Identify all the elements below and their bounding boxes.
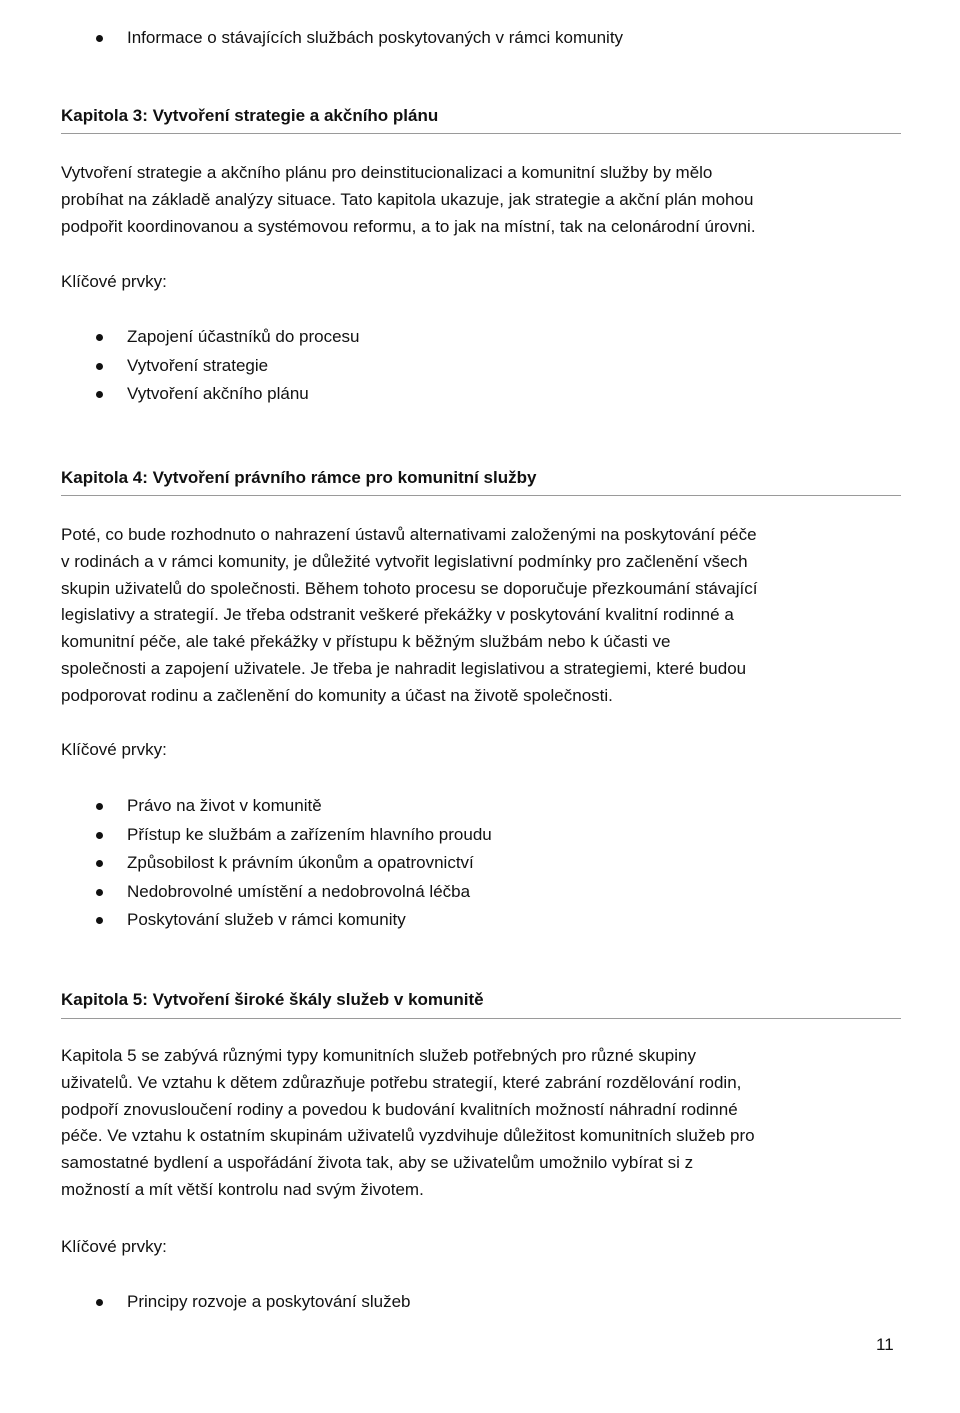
chapter-3-key-label: Klíčové prvky: (61, 272, 167, 291)
list-item-text: Zapojení účastníků do procesu (127, 327, 360, 346)
paragraph-line: péče. Ve vztahu k ostatním skupinám uživatelů vyzdvihuje důležitost komunitních služeb pro (61, 1126, 755, 1146)
list-item (127, 323, 359, 352)
chapter-4-paragraph (61, 522, 921, 710)
list-item (127, 352, 359, 381)
bullet-icon (96, 832, 103, 839)
list-item (127, 906, 492, 935)
chapter-4-divider (61, 495, 901, 496)
paragraph-line: komunitní péče, ale také překážky v přístupu k běžným službám nebo k účasti ve (61, 632, 671, 652)
list-item-text: Poskytování služeb v rámci komunity (127, 910, 406, 930)
list-item (127, 380, 359, 409)
paragraph-line: skupin uživatelů do společnosti. Během tohoto procesu se doporučuje přezkoumání stávající (61, 578, 758, 598)
list-item-text: Způsobilost k právním úkonům a opatrovnictví (127, 853, 474, 873)
paragraph-line: Kapitola 5 se zabývá různými typy komunitních služeb potřebných pro různé skupiny (61, 1046, 696, 1065)
paragraph-line: podpořit koordinovanou a systémovou reformu, a to jak na místní, tak na celonárodní úrovni. (61, 216, 756, 236)
paragraph-line: v rodinách a v rámci komunity, je důležité vytvořit legislativní podmínky pro začlenění všech (61, 551, 748, 571)
paragraph-line: probíhat na základě analýzy situace. Tato kapitola ukazuje, jak strategie a akční plán mohou (61, 189, 754, 209)
list-item-text: Nedobrovolné umístění a nedobrovolná léčba (127, 881, 471, 901)
page-number: 11 (876, 1335, 894, 1354)
list-item-text: Principy rozvoje a poskytování služeb (127, 1292, 411, 1311)
chapter-5-heading: Kapitola 5: Vytvoření široké škály služeb v komunitě (61, 990, 484, 1009)
paragraph-line: samostatné bydlení a uspořádání života tak, aby se uživatelům umožnilo vybírat si z (61, 1153, 694, 1173)
bullet-icon (96, 35, 103, 42)
list-item-text: Vytvoření akčního plánu (127, 384, 309, 404)
list-item (127, 792, 492, 821)
chapter-5-key-label: Klíčové prvky: (61, 1237, 167, 1256)
top-bullet-list (127, 24, 623, 53)
bullet-icon (96, 917, 103, 924)
chapter-3-heading: Kapitola 3: Vytvoření strategie a akčního plánu (61, 106, 439, 125)
bullet-icon (96, 860, 103, 867)
bullet-icon (96, 889, 103, 896)
bullet-icon (96, 803, 103, 810)
list-item (127, 1288, 410, 1317)
bullet-icon (96, 334, 103, 341)
list-item (127, 878, 492, 907)
list-item (127, 849, 492, 878)
chapter-4-key-label: Klíčové prvky: (61, 740, 167, 759)
chapter-5-key-list (127, 1288, 410, 1317)
list-item-text: Právo na život v komunitě (127, 796, 322, 815)
chapter-5-divider (61, 1018, 901, 1019)
list-item-text: Informace o stávajících službách poskytovaných v rámci komunity (127, 28, 624, 47)
chapter-3-paragraph (61, 160, 921, 240)
chapter-3-key-list (127, 323, 359, 409)
paragraph-line: legislativy a strategií. Je třeba odstranit veškeré překážky v poskytování kvalitní rodinné a (61, 605, 734, 625)
paragraph-line: uživatelů. Ve vztahu k dětem zdůrazňuje potřebu strategií, které zabrání rozdělování rodin, (61, 1072, 742, 1092)
bullet-icon (96, 1299, 103, 1306)
list-item (127, 24, 623, 53)
chapter-3-divider (61, 133, 901, 134)
list-item-text: Vytvoření strategie (127, 355, 269, 375)
bullet-icon (96, 391, 103, 398)
list-item-text: Přístup ke službám a zařízením hlavního proudu (127, 824, 492, 844)
paragraph-line: Poté, co bude rozhodnuto o nahrazení ústavů alternativami založenými na poskytování péče (61, 525, 757, 544)
paragraph-line: Vytvoření strategie a akčního plánu pro deinstitucionalizaci a komunitní služby by mělo (61, 163, 713, 182)
bullet-icon (96, 363, 103, 370)
chapter-4-key-list (127, 792, 492, 935)
paragraph-line: možností a mít větší kontrolu nad svým životem. (61, 1179, 424, 1199)
chapter-4-heading: Kapitola 4: Vytvoření právního rámce pro komunitní služby (61, 468, 537, 487)
chapter-5-paragraph (61, 1043, 921, 1204)
list-item (127, 821, 492, 850)
paragraph-line: podporovat rodinu a začlenění do komunity a účast na životě společnosti. (61, 685, 613, 705)
paragraph-line: podpoří znovusloučení rodiny a povedou k budování kvalitních možností náhradní rodinné (61, 1099, 738, 1119)
paragraph-line: společnosti a zapojení uživatele. Je třeba je nahradit legislativou a strategiemi, které budou (61, 658, 747, 678)
